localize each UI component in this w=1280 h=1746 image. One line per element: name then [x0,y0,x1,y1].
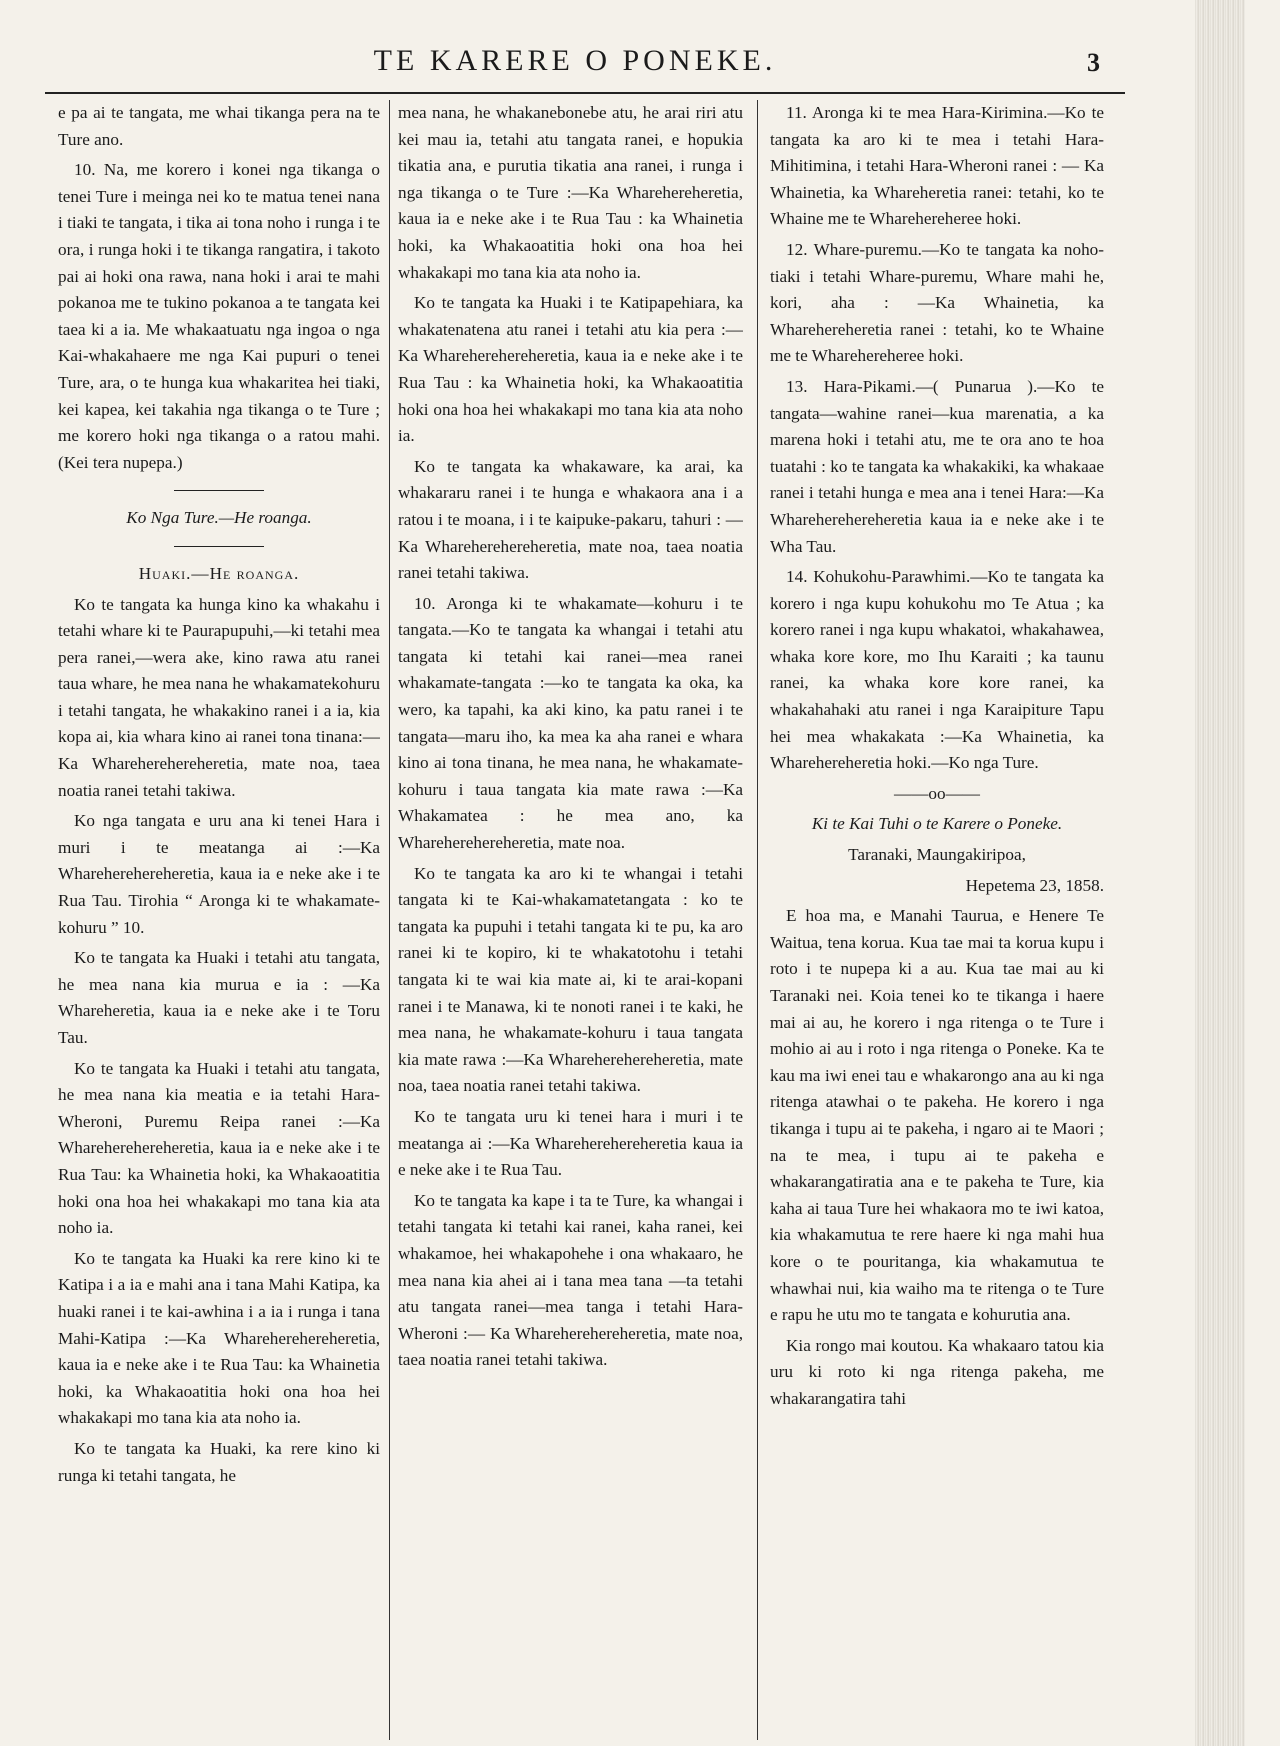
paragraph: 10. Aronga ki te whakamate—kohuru i te tangata.—Ko te tangata ka whangai i tetahi atu tangata ki tetahi kai ranei—mea ranei whakamate-tangata :—ko te tangata ka oka, ka wero, ka tapahi, ka aki kino, ka patu ranei i te tangata—maru iho, ka mea ka aha ranei e whara kino ai tona tinana, he mea nana, he whakamate-kohuru i taua tangata kia mate rawa :—Ka Whakamatea : he mea ano, ka Whareherehereheretia, mate noa. [398,593,743,853]
column-divider [389,100,390,1740]
paragraph: Ko te tangata ka aro ki te whangai i tetahi tangata ki te Kai-whakamatetangata : ko te tangata ka pupuhi i tetahi tangata ki te pu, ka aro ranei ki te kopiro, ki te whakatotohu i tetahi tangata ki te wai kia mate ai, ki te arai-kopani ranei i te Manawa, ki te nonoti ranei i te kaki, he mea nana, he whakamate-kohuru i taua tangata kia mate rawa :—Ka Whareherehereheretia, mate noa, taea noatia ranei tetahi takiwa. [398,863,743,1096]
paragraph: mea nana, he whakanebonebe atu, he arai riri atu kei mau ia, tetahi atu tangata ranei, e hopukia tikatia ana, e purutia tikatia ana ranei, i runga i nga tikanga o te Ture :—Ka Wharehereheretia, kaua ia e neke ake i te Rua Tau : ka Whainetia hoki, ka Whakaoatitia hoki ona hoa hei whakakapi mo tana kia ata noho ia. [398,103,743,282]
letter-place: Taranaki, Maungakiripoa, [848,845,1026,865]
paragraph: Ko te tangata ka kape i ta te Ture, ka whangai i tetahi tangata ki tetahi kai ranei, kaha ranei, kei whakamoe, hei whakapohehe i ona whakaaro, he mea nana kia ahei ai i tana mea tana —ta tetahi atu tangata ranei—mea tanga i tetahi Hara-Wheroni :— Ka Whareherehereheretia, mate noa, taea noatia ranei tetahi takiwa. [398,1190,743,1370]
paragraph: Ko te tangata ka hunga kino ka whakahu i tetahi whare ki te Paurapupuhi,—ki tetahi mea pera ranei,—wera ake, kino rawa atu ranei taua whare, he mea nana he whakamatekohuru i tetahi tangata, he whakakino ranei i a ia, kia kopa ai, kia whara kino ai ranei tona tinana:—Ka Whareherehereheretia, mate noa, taea noatia ranei tetahi takiwa. [58,594,380,800]
paragraph: Ko te tangata ka whakaware, ka arai, ka whakararu ranei i te hunga e whakaora ana i a ratou i te moana, i i te kaipuke-pakaru, tahuri : — Ka Whareherehereheretia, mate noa, taea noatia ranei tetahi takiwa. [398,456,743,583]
paragraph: Ko te tangata ka Huaki ka rere kino ki te Katipa i a ia e mahi ana i tana Mahi Katipa, ka huaki ranei i te kai-awhina i a ia i runga i tana Mahi-Katipa :—Ka Whareherehereheretia, kaua ia e neke ake i te Rua Tau: ka Whainetia hoki, ka Whakaoatitia hoki ona hoa hei whakakapi mo tana kia ata noho ia. [58,1248,380,1428]
separator: ——oo—— [894,783,980,803]
paragraph: Kia rongo mai koutou. Ka whakaaro tatou kia uru ki roto ki nga ritenga pakeha, me whakarangatira tahi [770,1335,1104,1408]
paragraph: 12. Whare-puremu.—Ko te tangata ka noho-tiaki i tetahi Whare-puremu, Whare mahi he, kori, aha : —Ka Whainetia, ka Wharehereheretia ranei : tetahi, ko te Whaine me te Wharehereheree hoki. [770,239,1104,366]
paragraph: e pa ai te tangata, me whai tikanga pera na te Ture ano. [58,103,380,149]
column-divider [757,100,758,1740]
paragraph: 10. Na, me korero i konei nga tikanga o tenei Ture i meinga nei ko te matua tenei nana i tiaki te tangata, i tika ai tona noho i runga i te ora, i runga hoki i te tikanga rangatira, i takoto pai ai hoki ona rawa, nana hoki i arai te mahi pokanoa me te tukino pokanoa a te tangata kei taea ki a ia. Me whakaatuatu nga ingoa o nga Kai-whakahaere me nga Kai pupuri o tenei Ture, ara, o te hunga kua whakaritea hei tiaki, kei kapea, kei takahia nga tikanga o te Ture ; me korero hoki nga tikanga o a ratou mahi. (Kei tera nupepa.) [58,160,380,472]
letter-date: Hepetema 23, 1858. [965,875,1104,895]
paragraph: Ko nga tangata e uru ana ki tenei Hara i muri i te meatanga ai :—Ka Whareherehereheretia, kaua ia e neke ake i te Rua Tau. Tirohia “ Aronga ki te whakamate-kohuru ” 10. [58,811,380,937]
subsection-heading: Huaki.—He roanga. [138,563,300,583]
letter-address: Ki te Kai Tuhi o te Karere o Poneke. [811,814,1063,834]
paragraph: Ko te tangata ka Huaki i tetahi atu tangata, he mea nana kia murua e ia : —Ka Whareheretia, kaua ia e neke ake i te Toru Tau. [58,948,380,1047]
page-number: 3 [1087,48,1100,77]
section-heading: Ko Nga Ture.—He roanga. [126,508,312,528]
paragraph: 11. Aronga ki te mea Hara-Kirimina.—Ko te tangata ka aro ki te mea i tetahi Hara-Mihitimina, i tetahi Hara-Wheroni ranei : — Ka Whainetia, ka Whareheretia ranei: tetahi, ko te Whaine me te Wharehereheree hoki. [770,103,1104,229]
paragraph: Ko te tangata ka Huaki i te Katipapehiara, ka whakatenatena atu ranei i tetahi atu kia pera :—Ka Whareherehereheretia, kaua ia e neke ake i te Rua Tau : ka Whainetia hoki, ka Whakaoatitia hoki ona hoa hei whakakapi mo tana kia ata noho ia. [398,293,743,446]
paragraph: 13. Hara-Pikami.—( Punarua ).—Ko te tangata—wahine ranei—kua marenatia, a ka marena hoki i tetahi atu, me te ora ano te hoa tuatahi : ko te tangata ka whakakiki, ka whakaae ranei i tetahi hunga e mea ana i tenei Hara:—Ka Whareherehereheretia kaua ia e neke ake i te Wha Tau. [770,376,1104,556]
page-edge-scan [1195,0,1245,1746]
column-3 [770,100,1104,1740]
section-rule [174,490,264,491]
column-1 [58,100,380,1740]
header-rule [45,92,1125,94]
paragraph: Ko te tangata uru ki tenei hara i muri i te meatanga ai :—Ka Whareherehereheretia kaua ia e neke ake i te Rua Tau. [398,1106,743,1180]
masthead-title: TE KARERE O PONEKE. [373,44,777,77]
section-rule [174,546,264,547]
paragraph: 14. Kohukohu-Parawhimi.—Ko te tangata ka korero i nga kupu kohukohu mo Te Atua ; ka korero ranei i nga kupu whakatoi, whakahawea, whaka kore kore, mo Ihu Karaiti ; ka taunu ranei, ka whaka kore kore ranei, ka whakahahaki atu ranei i nga Karaipiture Tapu hei mea whakakata :—Ka Whainetia, ka Wharehereheretia hoki.—Ko nga Ture. [770,567,1104,773]
paragraph: E hoa ma, e Manahi Taurua, e Henere Te Waitua, tena korua. Kua tae mai ta korua kupu i roto i te nupepa ki a au. Kua tae mai au ki Taranaki nei. Koia tenei ko te tikanga i haere mai ai au, he korero i nga ritenga o te Ture i mohio ai au i roto i nga ritenga o Poneke. Ka te kau ma iwi enei tau e whakarongo ana au ki nga ritenga atawhai o te pakeha. He korero i nga tikanga i tupu ai te pakeha, i ngaro ai te Maori ; na te mea, i tupu ai te pakeha e whakarangatiratia ana e te pakeha te Ture, kia kaha ai taua Ture hei whakaora mo te iwi katoa, kia whakamutua te rere haere ki nga mahi hua kore o te pouritanga, kia whakamutua te whawhai nui, kia waiho ma te ritenga o te Ture e rapu he utu mo te tangata e kohurutia ana. [770,906,1104,1325]
paragraph: Ko te tangata ka Huaki i tetahi atu tangata, he mea nana kia meatia e ia tetahi Hara-Wheroni, Puremu Reipa ranei :—Ka Whareherehereheretia, kaua ia e neke ake i te Rua Tau: ka Whainetia hoki, ka Whakaoatitia hoki ona hoa hei whakakapi mo tana kia ata noho ia. [58,1058,380,1238]
paragraph: Ko te tangata ka Huaki, ka rere kino ki runga ki tetahi tangata, he [58,1438,380,1485]
column-2 [398,100,743,1740]
